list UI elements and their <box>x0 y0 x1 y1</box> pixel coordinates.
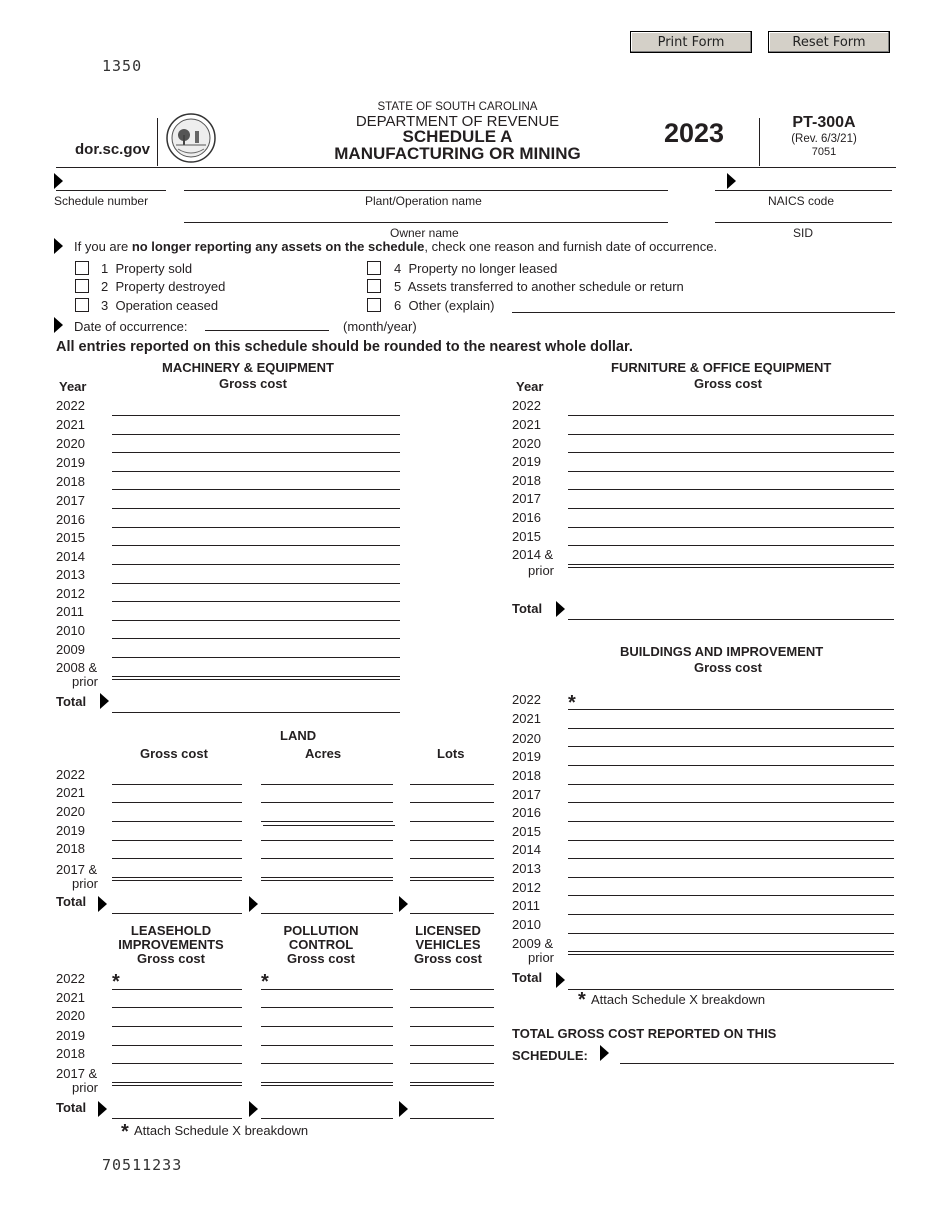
arrow-icon <box>600 1045 609 1061</box>
land-acres-prior-field-rule <box>261 880 393 881</box>
instruction-bold: no longer reporting any assets on the schedule <box>131 239 425 254</box>
year-label: 2009 <box>56 642 85 657</box>
furniture-2015-field[interactable] <box>568 545 894 546</box>
option-2-label: 2 Property destroyed <box>101 279 226 294</box>
column-title: CONTROL <box>288 937 354 952</box>
year-label: 2010 <box>512 917 541 932</box>
option-6-label: 6 Other (explain) <box>394 298 495 313</box>
year-header: Year <box>516 379 544 394</box>
land-gross-prior-field-rule <box>112 880 242 881</box>
year-label: 2013 <box>56 567 85 582</box>
year-label: 2014 <box>512 842 541 857</box>
year-label: 2018 <box>512 473 541 488</box>
year-label: 2009 & <box>512 936 554 951</box>
year-label: 2011 <box>512 898 540 913</box>
furniture-2022-field[interactable] <box>568 415 894 416</box>
year-label: 2017 <box>56 493 85 508</box>
checkbox-assets-transferred[interactable] <box>367 279 381 293</box>
land-lots-2021-field[interactable] <box>410 802 494 803</box>
vehicles-2020-field[interactable] <box>410 1026 494 1027</box>
column-title: POLLUTION <box>283 923 359 938</box>
pollution-2022-field[interactable] <box>261 989 393 990</box>
asterisk-icon: * <box>578 989 586 1011</box>
year-label: 2021 <box>512 711 541 726</box>
land-lots-2018-field[interactable] <box>410 858 494 859</box>
owner-name-label: Owner name <box>390 226 459 240</box>
year-label: 2008 & <box>56 660 98 675</box>
state-name: STATE OF SOUTH CAROLINA <box>377 101 538 113</box>
column-subtitle: Gross cost <box>137 951 205 966</box>
year-label: 2020 <box>56 804 85 819</box>
checkbox-property-sold[interactable] <box>75 261 89 275</box>
year-label: 2022 <box>56 971 85 986</box>
sid-field[interactable] <box>715 222 892 223</box>
option-1-label: 1 Property sold <box>101 261 193 276</box>
furniture-2016-field[interactable] <box>568 527 894 528</box>
year-label: 2019 <box>512 454 541 469</box>
land-gross-2019-field[interactable] <box>112 840 242 841</box>
checkbox-property-no-longer-leased[interactable] <box>367 261 381 275</box>
year-label: prior <box>72 1080 99 1095</box>
buildings-2014-field[interactable] <box>568 858 894 859</box>
land-gross-prior-field[interactable] <box>112 877 242 878</box>
year-label: 2017 & <box>56 862 98 877</box>
gross-cost-header: Gross cost <box>694 376 762 391</box>
asterisk-icon: * <box>568 692 576 714</box>
year-label: 2013 <box>512 861 541 876</box>
column-title: LEASEHOLD <box>130 923 212 938</box>
year-label: 2022 <box>512 398 541 413</box>
column-title: VEHICLES <box>415 937 481 952</box>
arrow-icon <box>556 972 565 988</box>
arrow-icon <box>556 601 565 617</box>
machinery-2015-field[interactable] <box>112 545 400 546</box>
year-label: 2012 <box>56 586 85 601</box>
buildings-2019-field[interactable] <box>568 765 894 766</box>
year-label: 2020 <box>56 1008 85 1023</box>
year-label: 2010 <box>56 623 85 638</box>
buildings-total-field[interactable] <box>568 989 894 990</box>
column-title: IMPROVEMENTS <box>118 937 224 952</box>
instruction-suffix: , check one reason and furnish date of occurrence. <box>424 239 718 254</box>
website: dor.sc.gov <box>75 141 151 158</box>
asterisk-icon: * <box>121 1121 129 1143</box>
form-id: PT-300A <box>792 114 856 131</box>
year-label: 2022 <box>512 692 541 707</box>
buildings-prior-field[interactable] <box>568 951 894 952</box>
furniture-prior-field[interactable] <box>568 564 894 565</box>
year-label: 2020 <box>512 436 541 451</box>
year-label: 2022 <box>56 767 85 782</box>
form-code: 7051 <box>811 146 837 158</box>
year-label: 2011 <box>56 604 84 619</box>
land-gross-2018-field[interactable] <box>112 858 242 859</box>
machinery-title: MACHINERY & EQUIPMENT <box>162 360 334 375</box>
land-lots-2019-field[interactable] <box>410 840 494 841</box>
year-label: 2021 <box>56 785 85 800</box>
leasehold-total-field[interactable] <box>112 1118 242 1119</box>
leasehold-prior-field[interactable] <box>112 1082 242 1083</box>
year-header: Year <box>59 379 87 394</box>
year-label: 2017 <box>512 787 541 802</box>
pollution-prior-field[interactable] <box>261 1082 393 1083</box>
column-title: LICENSED <box>415 923 481 938</box>
year-label: 2018 <box>56 1046 85 1061</box>
land-acres-prior-field[interactable] <box>261 877 393 878</box>
form-code-top: 1350 <box>102 57 143 75</box>
land-acres-total-field[interactable] <box>261 913 393 914</box>
year-label: 2018 <box>56 841 85 856</box>
option-5-label: 5 Assets transferred to another schedule or return <box>394 279 684 294</box>
furniture-total-field[interactable] <box>568 619 894 620</box>
header-divider-left <box>157 118 158 166</box>
gross-cost-header: Gross cost <box>694 660 762 675</box>
total-label: Total <box>512 601 543 616</box>
land-lots-header: Lots <box>437 746 465 761</box>
year-label: 2015 <box>512 529 541 544</box>
grand-total-label-2: SCHEDULE: <box>512 1048 588 1063</box>
year-label: 2020 <box>56 436 85 451</box>
land-lots-prior-field-rule <box>410 880 494 881</box>
pollution-2018-field[interactable] <box>261 1063 393 1064</box>
year-label: 2019 <box>56 823 85 838</box>
asterisk-icon: * <box>261 971 269 993</box>
arrow-icon <box>54 238 63 254</box>
machinery-2013-field[interactable] <box>112 583 400 584</box>
land-gross-total-field[interactable] <box>112 913 242 914</box>
arrow-icon <box>399 1101 408 1117</box>
machinery-2012-field[interactable] <box>112 601 400 602</box>
state-seal-icon <box>166 113 216 163</box>
schedule-number-field[interactable] <box>56 190 166 191</box>
plant-name-label: Plant/Operation name <box>365 194 482 208</box>
machinery-2016-field[interactable] <box>112 527 400 528</box>
year-label: 2021 <box>56 990 85 1005</box>
vehicles-2022-field[interactable] <box>410 989 494 990</box>
land-acres-header: Acres <box>305 746 342 761</box>
land-acres-2018-field[interactable] <box>261 858 393 859</box>
schedule-subtitle: MANUFACTURING OR MINING <box>334 144 581 163</box>
furniture-prior-field-rule <box>568 567 894 568</box>
reset-form-button[interactable]: Reset Form <box>768 31 890 53</box>
buildings-2012-field[interactable] <box>568 895 894 896</box>
leasehold-prior-field-rule <box>112 1085 242 1086</box>
arrow-icon <box>98 896 107 912</box>
form-revision: (Rev. 6/3/21) <box>791 133 857 145</box>
land-acres-2022-field[interactable] <box>261 784 393 785</box>
year-label: 2022 <box>56 398 85 413</box>
total-label: Total <box>56 1100 87 1115</box>
year-label: 2019 <box>512 749 541 764</box>
grand-total-label: TOTAL GROSS COST REPORTED ON THIS <box>512 1026 777 1041</box>
buildings-title: BUILDINGS AND IMPROVEMENT <box>620 644 824 659</box>
arrow-icon <box>98 1101 107 1117</box>
checkbox-other[interactable] <box>367 298 381 312</box>
date-of-occurrence-label: Date of occurrence: <box>74 319 188 334</box>
buildings-2020-field[interactable] <box>568 746 894 747</box>
year-label: 2016 <box>512 510 541 525</box>
year-label: prior <box>72 674 99 689</box>
instruction-prefix: If you are <box>74 239 132 254</box>
year-label: 2012 <box>512 880 541 895</box>
year-label: 2020 <box>512 731 541 746</box>
vehicles-2019-field[interactable] <box>410 1045 494 1046</box>
buildings-2022-field[interactable] <box>568 709 894 710</box>
total-label: Total <box>56 694 87 709</box>
total-label: Total <box>512 970 543 985</box>
furniture-2019-field[interactable] <box>568 471 894 472</box>
column-subtitle: Gross cost <box>287 951 355 966</box>
schedule-number-label: Schedule number <box>54 194 149 208</box>
arrow-icon <box>54 173 63 189</box>
attach-note: Attach Schedule X breakdown <box>591 992 766 1007</box>
department-name: DEPARTMENT OF REVENUE <box>355 113 560 130</box>
header-bottom-rule <box>56 167 896 168</box>
sid-label: SID <box>793 226 814 240</box>
machinery-2019-field[interactable] <box>112 471 400 472</box>
machinery-2009-field[interactable] <box>112 657 400 658</box>
pollution-2021-field[interactable] <box>261 1007 393 1008</box>
year-label: 2021 <box>512 417 541 432</box>
land-lots-total-field[interactable] <box>410 913 494 914</box>
buildings-2010-field[interactable] <box>568 933 894 934</box>
year-label: prior <box>72 876 99 891</box>
date-hint: (month/year) <box>343 319 417 334</box>
pollution-total-field[interactable] <box>261 1118 393 1119</box>
vehicles-total-field[interactable] <box>410 1118 494 1119</box>
furniture-2018-field[interactable] <box>568 489 894 490</box>
year-label: 2019 <box>56 1028 85 1043</box>
form-code-bottom: 70511233 <box>102 1156 183 1174</box>
land-lots-2020-field[interactable] <box>410 821 494 822</box>
buildings-2016-field[interactable] <box>568 821 894 822</box>
print-form-button[interactable]: Print Form <box>630 31 752 53</box>
land-acres-rule <box>263 825 395 826</box>
leasehold-2018-field[interactable] <box>112 1063 242 1064</box>
furniture-2020-field[interactable] <box>568 452 894 453</box>
machinery-2022-field[interactable] <box>112 415 400 416</box>
machinery-2017-field[interactable] <box>112 508 400 509</box>
buildings-2021-field[interactable] <box>568 728 894 729</box>
checkbox-operation-ceased[interactable] <box>75 298 89 312</box>
grand-total-field[interactable] <box>620 1063 894 1064</box>
vehicles-prior-field-rule <box>410 1085 494 1086</box>
arrow-icon <box>727 173 736 189</box>
land-gross-2021-field[interactable] <box>112 802 242 803</box>
schedule-title: SCHEDULE A <box>402 127 513 146</box>
buildings-2017-field[interactable] <box>568 802 894 803</box>
year-label: 2017 <box>512 491 541 506</box>
year-label: 2018 <box>512 768 541 783</box>
machinery-total-field[interactable] <box>112 712 400 713</box>
furniture-2021-field[interactable] <box>568 434 894 435</box>
date-of-occurrence-field[interactable] <box>205 330 329 331</box>
leasehold-2021-field[interactable] <box>112 1007 242 1008</box>
furniture-title: FURNITURE & OFFICE EQUIPMENT <box>611 360 832 375</box>
land-gross-2020-field[interactable] <box>112 821 242 822</box>
land-title: LAND <box>280 728 317 743</box>
year-label: 2016 <box>512 805 541 820</box>
vehicles-prior-field[interactable] <box>410 1082 494 1083</box>
year-label: 2015 <box>512 824 541 839</box>
land-gross-cost-header: Gross cost <box>140 746 208 761</box>
year-label: 2018 <box>56 474 85 489</box>
leasehold-2022-field[interactable] <box>112 989 242 990</box>
year-label: 2017 & <box>56 1066 98 1081</box>
buildings-2018-field[interactable] <box>568 784 894 785</box>
arrow-icon <box>249 896 258 912</box>
gross-cost-header: Gross cost <box>219 376 287 391</box>
buildings-2013-field[interactable] <box>568 877 894 878</box>
column-subtitle: Gross cost <box>414 951 482 966</box>
leasehold-2020-field[interactable] <box>112 1026 242 1027</box>
naics-code-field[interactable] <box>715 190 892 191</box>
checkbox-property-destroyed[interactable] <box>75 279 89 293</box>
machinery-2018-field[interactable] <box>112 489 400 490</box>
year-label: prior <box>528 950 555 965</box>
option-4-label: 4 Property no longer leased <box>394 261 558 276</box>
machinery-2014-field[interactable] <box>112 564 400 565</box>
header-divider-right <box>759 118 760 166</box>
plant-name-field[interactable] <box>184 190 668 191</box>
vehicles-2018-field[interactable] <box>410 1063 494 1064</box>
asterisk-icon: * <box>112 971 120 993</box>
land-acres-2019-field[interactable] <box>261 840 393 841</box>
arrow-icon <box>399 896 408 912</box>
buildings-2011-field[interactable] <box>568 914 894 915</box>
year-label: prior <box>528 563 555 578</box>
year-label: 2015 <box>56 530 85 545</box>
land-lots-2022-field[interactable] <box>410 784 494 785</box>
land-acres-2021-field[interactable] <box>261 802 393 803</box>
year-label: 2014 <box>56 549 85 564</box>
attach-note: Attach Schedule X breakdown <box>134 1123 309 1138</box>
pollution-prior-field-rule <box>261 1085 393 1086</box>
pollution-2019-field[interactable] <box>261 1045 393 1046</box>
other-explain-field[interactable] <box>512 312 895 313</box>
year-label: 2016 <box>56 512 85 527</box>
machinery-prior-field-rule <box>112 679 400 680</box>
naics-code-label: NAICS code <box>768 194 835 208</box>
machinery-prior-field[interactable] <box>112 676 400 677</box>
owner-name-field[interactable] <box>184 222 668 223</box>
land-gross-2022-field[interactable] <box>112 784 242 785</box>
pollution-2020-field[interactable] <box>261 1026 393 1027</box>
machinery-2011-field[interactable] <box>112 620 400 621</box>
rounding-note: All entries reported on this schedule should be rounded to the nearest whole dollar. <box>56 339 633 355</box>
land-lots-prior-field[interactable] <box>410 877 494 878</box>
no-longer-reporting-instruction <box>74 239 717 254</box>
vehicles-2021-field[interactable] <box>410 1007 494 1008</box>
buildings-2015-field[interactable] <box>568 840 894 841</box>
year-label: 2021 <box>56 417 85 432</box>
tax-year: 2023 <box>664 118 725 148</box>
arrow-icon <box>100 693 109 709</box>
buildings-prior-field-rule <box>568 954 894 955</box>
leasehold-2019-field[interactable] <box>112 1045 242 1046</box>
total-label: Total <box>56 894 87 909</box>
year-label: 2019 <box>56 455 85 470</box>
furniture-2017-field[interactable] <box>568 508 894 509</box>
arrow-icon <box>249 1101 258 1117</box>
machinery-2010-field[interactable] <box>112 638 400 639</box>
year-label: 2014 & <box>512 547 554 562</box>
arrow-icon <box>54 317 63 333</box>
land-acres-2020-field[interactable] <box>261 821 393 822</box>
machinery-2020-field[interactable] <box>112 452 400 453</box>
machinery-2021-field[interactable] <box>112 434 400 435</box>
option-3-label: 3 Operation ceased <box>101 298 219 313</box>
